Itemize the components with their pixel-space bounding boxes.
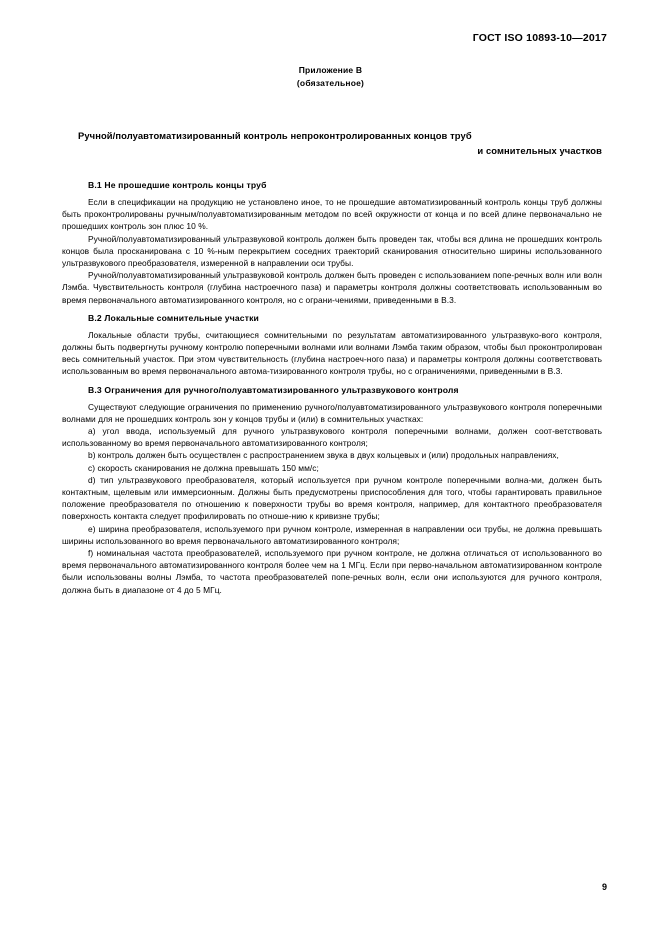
annex-subtitle: (обязательное) [296, 78, 365, 88]
paragraph: Если в спецификации на продукцию не установлено иное, то не прошедшие автоматизированный контроль концы труб должны быть проконтролированы ручным/полуавтоматизированным методом по всей окружности от конца и по всей длине первоначально не прошедших контроль зон плюс 10 %. [62, 197, 602, 232]
annex-heading [0, 64, 661, 90]
page-title-line-2: и сомнительных участков [477, 145, 602, 156]
section-heading-b2: В.2 Локальные сомнительные участки [88, 312, 259, 323]
paragraph: Существуют следующие ограничения по применению ручного/полуавтоматизированного ультразвукового контроля поперечными волнами для не прошедших контроль зон у концов трубы и (или) в сомнительных участках: [62, 401, 602, 424]
page-header-standard-id: ГОСТ ISO 10893-10—2017 [472, 32, 607, 44]
paragraph: Локальные области трубы, считающиеся сомнительными по результатам автоматизированного ультразвуко-вого контроля, должны быть подвергнуты ручному контролю поперечными волнами или волнами Лэмба таким образом, чтобы был проконтролирован весь сомнительный участок. При этом чувствительность (глубина настроеч-ного паза) и параметры контроля должны соответствовать использованным во время первоначального автома-тизированного контроля трубы, но с ограничениями, приведенными в В.3. [62, 329, 602, 377]
document-body [62, 128, 602, 596]
list-item: f) номинальная частота преобразователей, используемого при ручном контроле, не должна отличаться от использованного во время первоначального автоматизированного контроля более чем на 1 МГц. Если при перво-начальном автоматизированном контроле были использованы волны Лэмба, то частота преобразователей попе-речных волн, если они используются для ручного контроля, должна быть в диапазоне от 4 до 5 МГц. [62, 548, 602, 595]
list-item: d) тип ультразвукового преобразователя, который используется при ручном контроле поперечными волна-ми, должен быть контактным, щелевым или иммерсионным. Должны быть предусмотрены приспособления для того, чтобы гарантировать правильное положение преобразователя по отношению к поверхности трубы во время контроля, например, для контактного преобразователя поверхность контакта следует профилировать по отноше-нию к кривизне трубы; [62, 474, 602, 522]
spacer [62, 378, 602, 385]
paragraph: Ручной/полуавтоматизированный ультразвуковой контроль должен быть проведен с использованием попе-речных волн или волн Лэмба. Чувствительность контроля (глубина настроечного паза) и параметры контроля должны соответствовать использованным во время первоначального автоматизированного контроля, но с ограни-чениями, приведенными в В.3. [62, 270, 602, 305]
annex-title: Приложение В [298, 65, 363, 75]
page-title-line-1: Ручной/полуавтоматизированный контроль непроконтролированных концов труб [78, 130, 472, 141]
section-heading-b1: В.1 Не прошедшие контроль концы труб [88, 180, 267, 190]
list-item: c) скорость сканирования не должна превышать 150 мм/с; [88, 462, 319, 473]
section-heading-b3: В.3 Ограничения для ручного/полуавтоматизированного ультразвукового контроля [88, 384, 459, 395]
page-title [62, 128, 602, 158]
list-item: a) угол ввода, используемый для ручного ультразвукового контроля поперечными волнами, должен соот-ветствовать использованному во время первоначального автоматизированного контроля; [62, 426, 602, 449]
page-number: 9 [601, 882, 607, 892]
paragraph: Ручной/полуавтоматизированный ультразвуковой контроль должен быть проведен так, чтобы вся длина не прошедших контроль концов была просканирована с 10 %-ным перекрытием соседних траекторий сканирования относительно ширины использованного ультразвукового преобразователя, измеренной в направлении оси трубы. [62, 233, 602, 269]
list-item: e) ширина преобразователя, используемого при ручном контроле, измеренная в направлении оси трубы, не должна превышать ширины использованного во время первоначального автоматизированного контроля; [62, 523, 602, 546]
list-item: b) контроль должен быть осуществлен с распространением звука в двух кольцевых и (или) продольных направлениях, [88, 450, 559, 461]
spacer [62, 306, 602, 313]
